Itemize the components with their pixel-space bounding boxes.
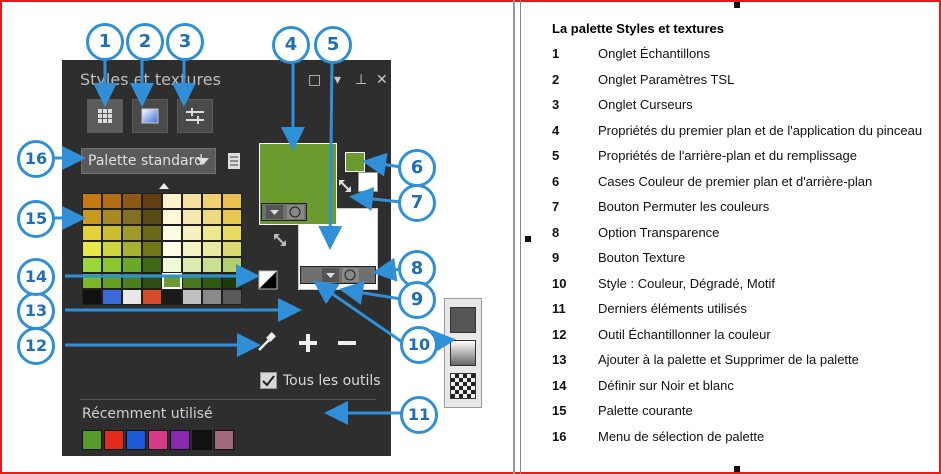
callout-15: 15 — [17, 200, 55, 238]
palette-select-value: Palette standard — [88, 153, 204, 169]
legend-title: La palette Styles et textures — [552, 21, 724, 36]
legend-item-number: 1 — [552, 46, 560, 61]
callout-8: 8 — [398, 250, 436, 288]
legend-item-number: 11 — [552, 301, 566, 316]
legend-item-number: 10 — [552, 275, 567, 291]
legend-item-text: Propriétés de l'arrière-plan et du remplissage — [598, 148, 857, 163]
all-tools-label: Tous les outils — [283, 372, 381, 389]
legend-item-number: 15 — [552, 403, 567, 418]
legend-item-text: Cases Couleur de premier plan et d'arrière-plan — [598, 173, 873, 189]
legend-item-text: Option Transparence — [598, 224, 720, 240]
legend-item-text: Style : Couleur, Dégradé, Motif — [598, 275, 776, 291]
callout-6: 6 — [398, 149, 436, 187]
legend-item-text: Onglet Échantillons — [598, 46, 711, 61]
callout-12: 12 — [17, 327, 55, 365]
callout-11: 11 — [400, 396, 438, 434]
legend-item-number: 14 — [552, 377, 567, 393]
callout-2: 2 — [126, 23, 164, 61]
callout-4: 4 — [272, 26, 310, 64]
callout-5: 5 — [314, 26, 352, 64]
legend-item-text: Outil Échantillonner la couleur — [598, 326, 771, 342]
callout-3: 3 — [166, 23, 204, 61]
recent-label: Récemment utilisé — [82, 406, 213, 422]
callout-10: 10 — [400, 326, 438, 364]
callout-9: 9 — [398, 281, 436, 319]
page-divider-inner — [520, 0, 521, 474]
legend-item-number: 3 — [552, 97, 560, 112]
legend-item-number: 16 — [552, 428, 567, 444]
legend-item-number: 8 — [552, 224, 560, 240]
legend-item-text: Palette courante — [598, 403, 693, 418]
callout-16: 16 — [17, 140, 55, 178]
legend-item-number: 2 — [552, 71, 560, 87]
legend-item-text: Ajouter à la palette et Supprimer de la palette — [598, 352, 859, 367]
maximize-icon[interactable]: □ — [308, 72, 322, 88]
legend-item-number: 5 — [552, 148, 560, 163]
legend-item-text: Propriétés du premier plan et de l'application du pinceau — [598, 122, 923, 138]
legend-item-text: Menu de sélection de palette — [598, 428, 765, 444]
legend-item-number: 6 — [552, 173, 560, 189]
page-mark — [734, 2, 740, 8]
legend-item-text: Derniers éléments utilisés — [598, 301, 747, 316]
panel-title: Styles et textures — [80, 70, 221, 89]
legend-item-text: Onglet Paramètres TSL — [598, 71, 735, 87]
close-icon[interactable]: ✕ — [376, 72, 388, 88]
legend-item-text: Bouton Permuter les couleurs — [598, 199, 770, 214]
callout-13: 13 — [17, 292, 55, 330]
menu-arrow-icon[interactable]: ▾ — [334, 72, 342, 88]
legend-item-number: 9 — [552, 250, 560, 265]
legend-item-number: 4 — [552, 122, 560, 138]
pin-icon[interactable]: ⊥ — [355, 72, 368, 88]
legend-item-text: Onglet Curseurs — [598, 97, 693, 112]
legend-item-number: 12 — [552, 326, 567, 342]
page-divider — [513, 0, 515, 474]
callout-14: 14 — [17, 258, 55, 296]
legend-item-text: Bouton Texture — [598, 250, 686, 265]
page-mark — [525, 236, 531, 242]
page-mark — [734, 466, 740, 472]
legend-item-number: 7 — [552, 199, 560, 214]
legend-item-number: 13 — [552, 352, 567, 367]
callout-7: 7 — [398, 184, 436, 222]
callout-1: 1 — [86, 23, 124, 61]
legend-item-text: Définir sur Noir et blanc — [598, 377, 734, 393]
